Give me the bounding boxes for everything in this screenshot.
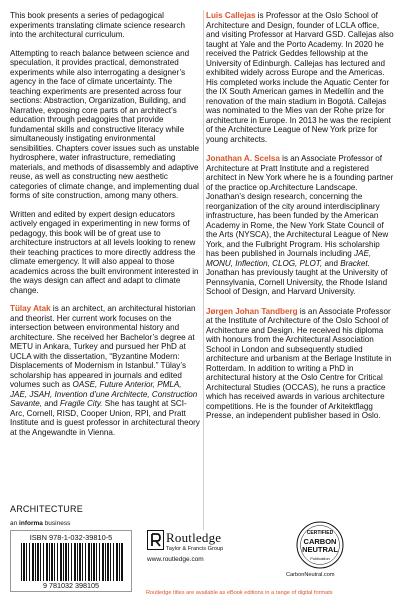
subject-category: ARCHITECTURE (10, 504, 83, 514)
bio-scelsa-text-1: is an Associate Professor of Architecture at Pratt Institute and a registered architect in New York where he is a founding partner of the practice op.Architecture Landscape. Jonathan’s design research, concerning the reorganization of the city around interdisciplinary infrastructure, has been funded by the American Academy in Rome, the New York State Council of the Arts (NYSCA), the Architectural League of New York, and the Fulbright Program. His scholarship has been published in Journals including (206, 154, 394, 258)
imprint-prefix: an (10, 520, 20, 527)
bio-scelsa-pubs: JAE, MONU, Inflection, CLOG, PLOT, (206, 249, 372, 268)
barcode-digits: 9 781032 398105 (11, 581, 131, 590)
carbon-neutral-badge-icon (296, 521, 344, 569)
cert-mid-2-text: NEUTRAL (302, 545, 338, 554)
bio-atak-text-1: is an architect, an architectural historian and theorist. Her current work focuses on the intersection between environmental history and architecture. She received her Bachelor’s degree at METU in Ankara, Turkey and pursued her PhD at UCLA with the dissertation, “Byzantine Modern: Displacements of Modernism in Istanbul.” Tülay’s scholarship has appeared in journals and edited volumes such as (10, 304, 196, 389)
ebook-availability-note: Routledge titles are available as eBook editions in a range of digital formats (146, 590, 333, 596)
cert-bottom-text: Publication (310, 556, 330, 561)
intro-paragraph: This book presents a series of pedagogical experiments translating climate science research into the architectural curriculum. (10, 11, 185, 39)
author-name-tandberg: Jørgen Johan Tandberg (206, 306, 298, 316)
isbn-number: ISBN 978-1-032-39810-5 (29, 533, 113, 542)
bio-callejas-text: is Professor at the Oslo School of Architecture and Design, founder of LCLA office, and visiting Professor at Harvard GSD. Callejas also taught at Yale and the Porto Academy. In 2020 he received the Patrick Geddes fellowship at the University of Edinburgh. Callejas has lectured and exhibited widely across Europe and the Americas. His completed works include the Aquatic Center for the IX South American games in Medellín and the renovation of the main stadium in Bogotá. Callejas was nominated to the Mies van der Rohe prize for architecture in Europe. In 2013 he was the recipient of the Architecture League of New York prize for young architects. (206, 11, 394, 144)
bio-atak (10, 304, 200, 437)
bio-scelsa-text-3: Jonathan has previously taught at the University of Pennsylvania, Cornell University, the Rhode Island School of Design, and Harvard University. (206, 268, 388, 296)
author-name-atak: Tülay Atak (10, 304, 51, 313)
bio-callejas (206, 11, 394, 144)
bio-atak-pubs-2: Fragile City. (59, 399, 103, 408)
column-divider (203, 10, 204, 530)
left-column (10, 11, 200, 446)
cert-top-text: CERTIFIED (306, 530, 334, 536)
bio-tandberg (206, 307, 394, 421)
routledge-logo-icon (147, 530, 164, 550)
bio-tandberg-text: is an Associate Professor at the Institute of Architecture of the Oslo School of Architecture and Design. He received his diploma with honours from the Architectural Association School in London and subsequently studied architecture and urbanism at the Berlage Institute in Rotterdam. In addition to writing a PhD in architectural history at the Oslo Centre for Critical Architectural Studies (OCCAS), he runs a practice which has received awards in various architecture competitions. He is the founder of Arkitektflagg Presse, an independent publisher based in Oslo. (206, 306, 392, 420)
bio-atak-text-2: and (41, 399, 60, 408)
bio-atak-text-3: She has taught at SCI-Arc, Cornell, RISD, Cooper Union, RPI, and Pratt Institute and is guest professor in architectural theory at the Angewandte in Vienna. (10, 399, 200, 437)
author-name-scelsa: Jonathan A. Scelsa (206, 154, 280, 163)
informa-logo: informa (19, 520, 43, 527)
imprint-suffix: business (42, 520, 71, 527)
bio-atak-pubs-1: OASE, Future Anterior, PMLA, JAE, JSAH, Invention d’une Architecte, Construction Savante, (10, 380, 198, 408)
bio-scelsa-pubs-2: Bracket. (340, 258, 370, 268)
audience-paragraph: Written and edited by expert design educators actively engaged in experimenting in new forms of pedagogy, this book will be of great use to architecture instructors at all levels looking to renew their teaching practices to more directly address the climate emergency. It will also appeal to those academics across the built environment interested in the ways design can affect and adapt to climate change. (10, 209, 199, 295)
publisher-tagline: Taylor & Francis Group (166, 546, 224, 552)
informa-imprint (10, 520, 70, 527)
cert-mid-1-text: CARBON (303, 537, 337, 546)
isbn-barcode (10, 530, 132, 592)
right-column (206, 11, 394, 431)
publisher-url: www.routledge.com (147, 556, 204, 563)
carbon-neutral-url: CarbonNeutral.com (286, 572, 335, 578)
publisher-name: Routledge (166, 530, 222, 545)
bio-scelsa-text-2: and (322, 258, 341, 268)
methods-paragraph: Attempting to reach balance between science and speculation, it provides practical, demonstrated experiments while also interrogating a designer’s agency in the face of climate uncertainty. The teaching experiments are presented across four sections: Abstraction, Organization, Building, and Narrative, exposing core parts of an architect’s education through pedagogies that provide fundamental skills and constructive literacy while simultaneously instigating environmental sensibilities. Chapters cover issues such as unstable hydrosphere, water infrastructure, remediating materials, and methods of disassembly and adaptive reuse, as well as constructing new aesthetic categories of climate change, and implementing dual forms of site construction, among many others. (10, 48, 199, 200)
barcode-bars (21, 543, 123, 581)
author-name-callejas: Luis Callejas (206, 11, 256, 20)
bio-scelsa (206, 154, 394, 297)
